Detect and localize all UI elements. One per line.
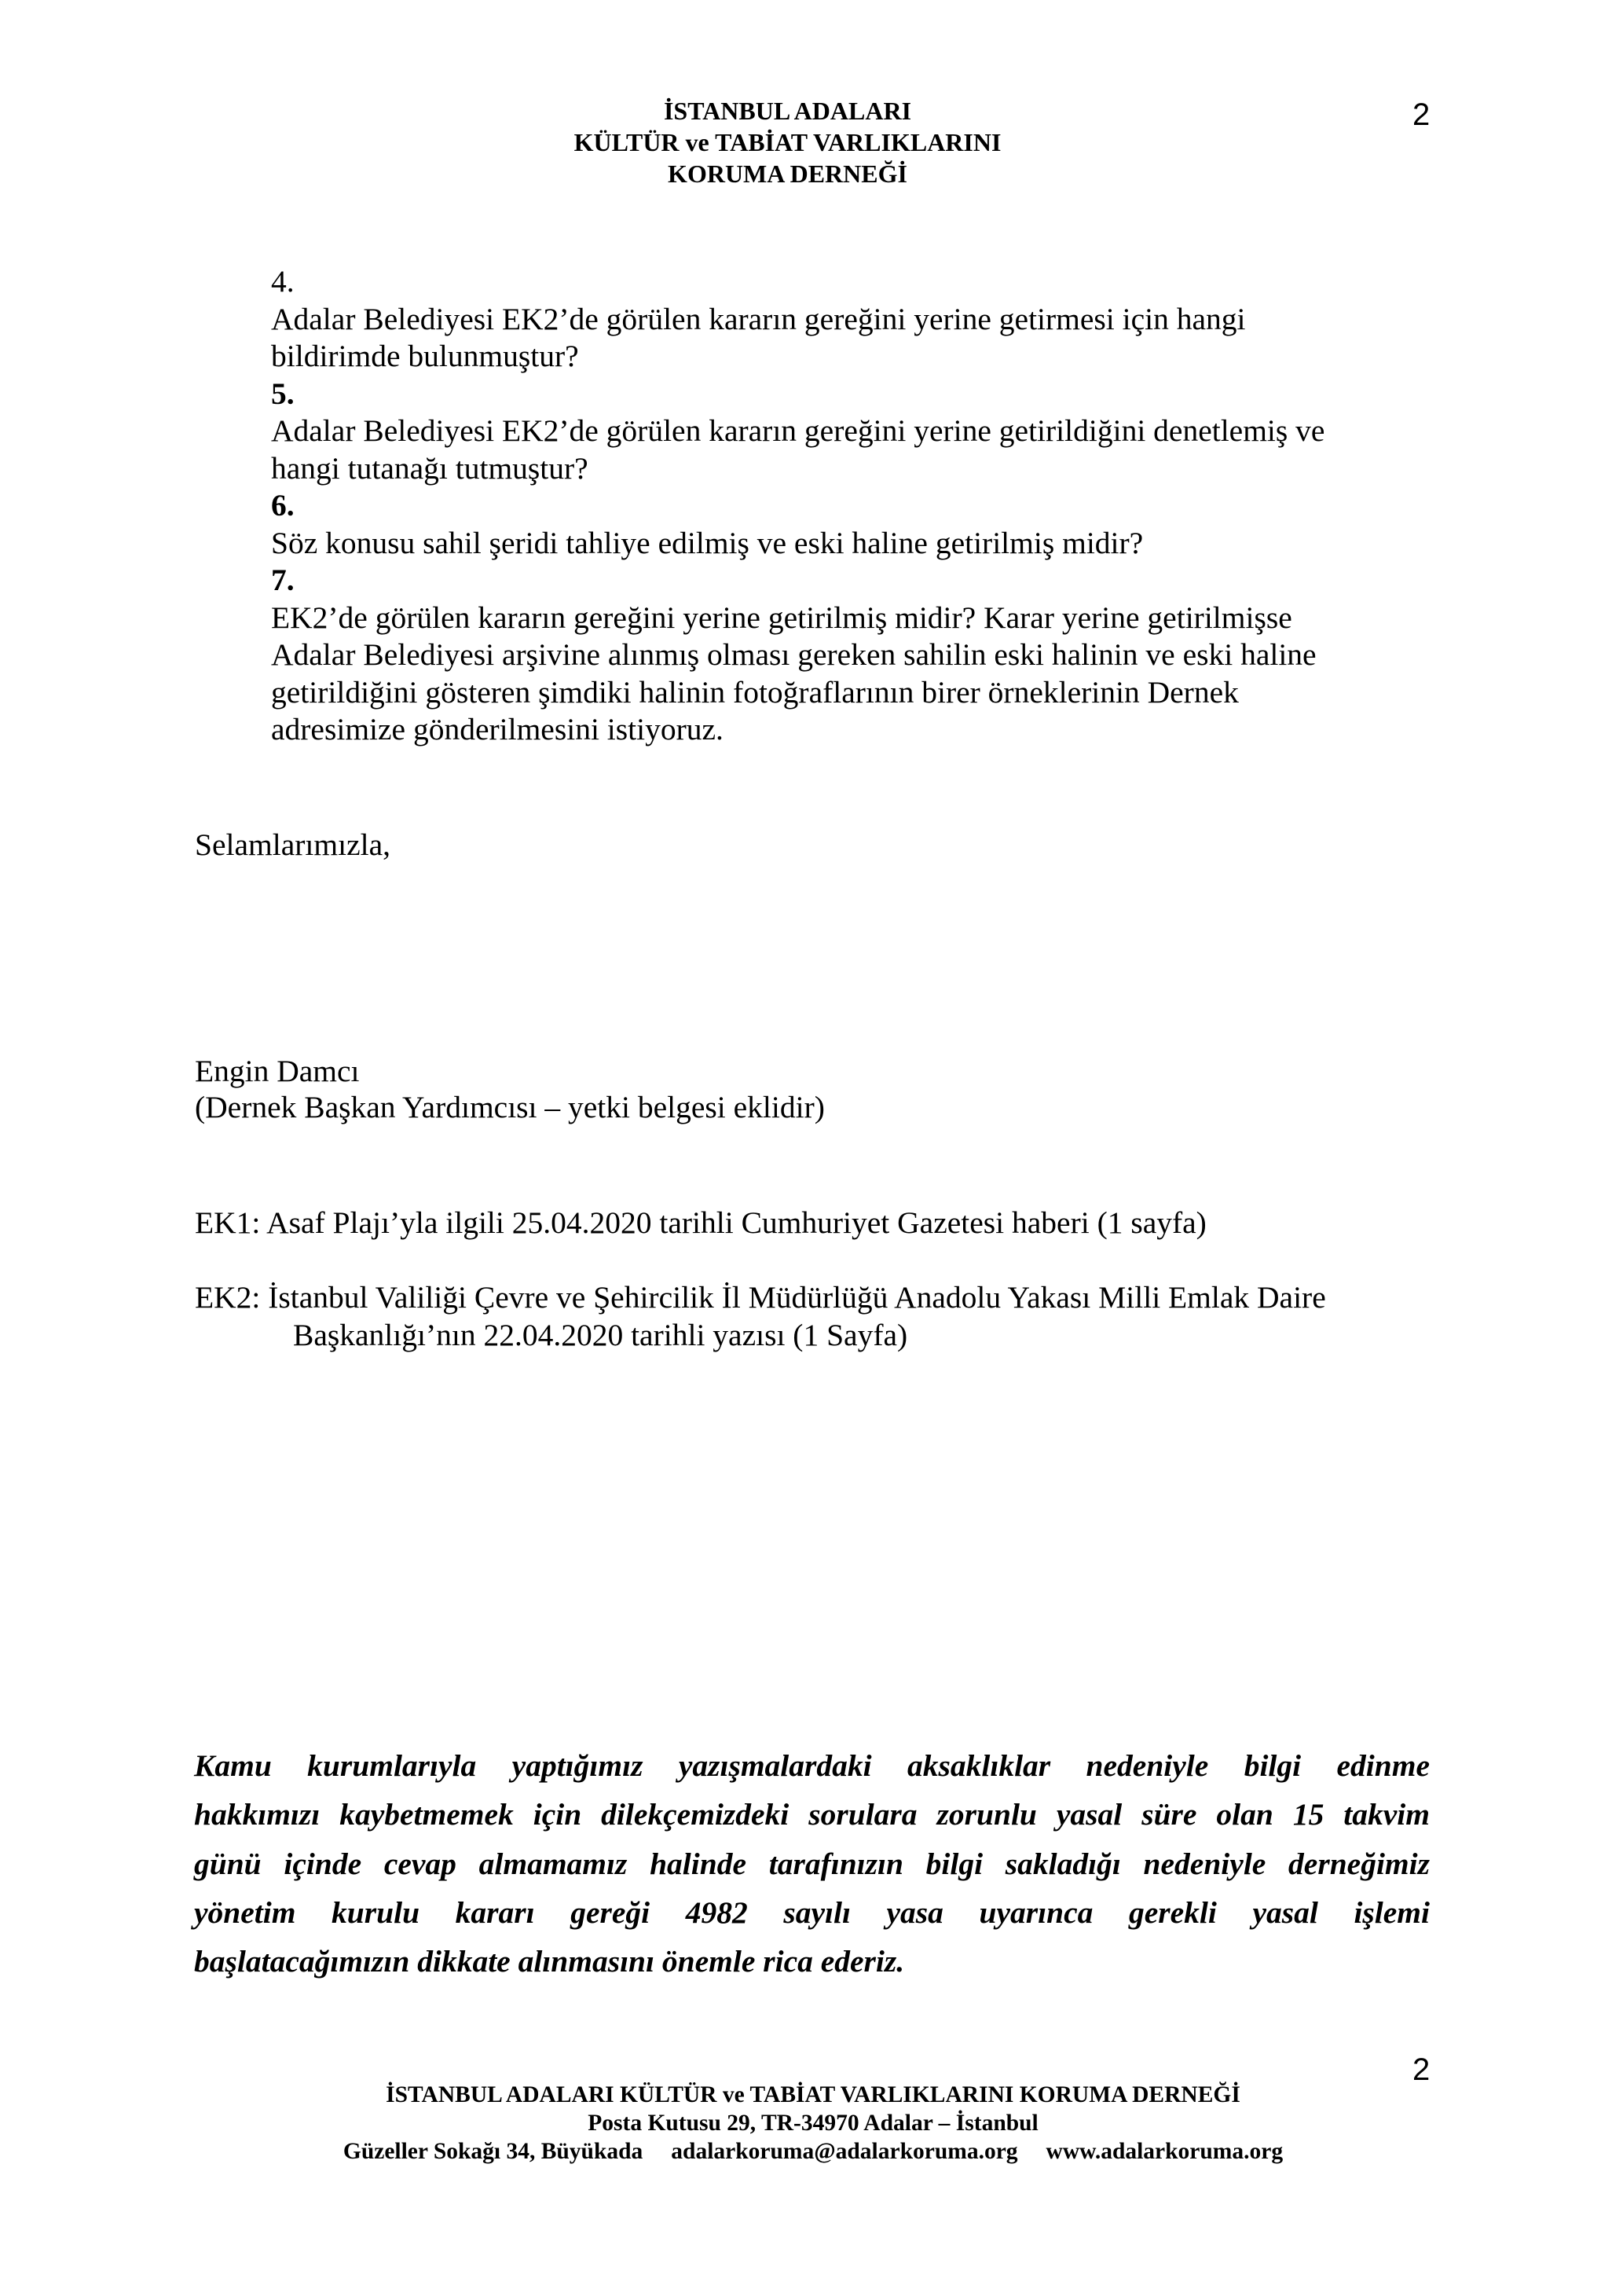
footer-postal-address: Posta Kutusu 29, TR-34970 Adalar – İstanbul — [588, 2111, 1039, 2136]
attachment-ek2 — [195, 1279, 1326, 1354]
legal-warning-paragraph — [194, 1741, 1430, 1986]
question-item — [271, 263, 1324, 376]
letterhead-line-1: İSTANBUL ADALARI — [663, 97, 912, 125]
letterhead — [471, 95, 1104, 189]
attachment-ek1 — [195, 1205, 1207, 1242]
question-text-line: EK2’de görülen kararın gereğini yerine getirilmiş midir? Karar yerine getirilmişse — [271, 600, 1292, 635]
warning-line: yönetim kurulu kararı gereği 4982 sayılı yasa uyarınca gerekli yasal işlemi — [194, 1894, 1430, 1930]
question-text-line: Söz konusu sahil şeridi tahliye edilmiş ve eski haline getirilmiş midir? — [271, 525, 1144, 560]
question-item — [271, 562, 1324, 749]
attachment-line-continued: Başkanlığı’nın 22.04.2020 tarihli yazısı (1 Sayfa) — [293, 1317, 908, 1352]
question-text-line: Adalar Belediyesi EK2’de görülen kararın gereğini yerine getirmesi için hangi — [271, 301, 1246, 336]
question-text-line: hangi tutanağı tutmuştur? — [271, 450, 588, 486]
footer-org-name: İSTANBUL ADALARI KÜLTÜR ve TABİAT VARLIKLARINI KORUMA DERNEĞİ — [386, 2082, 1240, 2107]
attachment-line: EK1: Asaf Plajı’yla ilgili 25.04.2020 tarihli Cumhuriyet Gazetesi haberi (1 sayfa) — [195, 1205, 1207, 1240]
signer-title: (Dernek Başkan Yardımcısı – yetki belgesi eklidir) — [195, 1090, 825, 1124]
warning-line: başlatacağımızın dikkate alınmasını önemle rica ederiz. — [194, 1944, 905, 1979]
footer-email-link[interactable]: adalarkoruma@adalarkoruma.org — [671, 2139, 1018, 2164]
question-item — [271, 376, 1324, 488]
footer — [299, 2081, 1328, 2166]
question-text-line: adresimize gönderilmesini istiyoruz. — [271, 712, 724, 746]
warning-line: hakkımızı kaybetmemek için dilekçemizdeki sorulara zorunlu yasal süre olan 15 takvim — [194, 1797, 1430, 1832]
question-text-line: Adalar Belediyesi EK2’de görülen kararın gereğini yerine getirildiğini denetlemiş ve — [271, 413, 1325, 448]
question-text-line: Adalar Belediyesi arşivine alınmış olması gereken sahilin eski halinin ve eski haline — [271, 637, 1317, 672]
question-number: 5. — [271, 376, 295, 411]
question-text-line: getirildiğini gösteren şimdiki halinin fotoğraflarının birer örneklerinin Dernek — [271, 674, 1239, 710]
question-number: 6. — [271, 488, 295, 523]
salutation: Selamlarımızla, — [195, 827, 390, 862]
question-item — [271, 487, 1324, 562]
footer-street-address: Güzeller Sokağı 34, Büyükada — [343, 2139, 643, 2164]
letterhead-line-2: KÜLTÜR ve TABİAT VARLIKLARINI — [573, 128, 1002, 156]
question-list — [271, 263, 1324, 749]
footer-contact-line — [299, 2137, 1328, 2166]
header-page-number: 2 — [1412, 97, 1431, 132]
letterhead-line-3: KORUMA DERNEĞİ — [668, 160, 907, 188]
warning-line: günü içinde cevap almamamız halinde tarafınızın bilgi sakladığı nedeniyle derneğimiz — [194, 1846, 1430, 1881]
question-text-line: bildirimde bulunmuştur? — [271, 339, 579, 373]
signer-name: Engin Damcı — [195, 1054, 360, 1088]
footer-page-number: 2 — [1412, 2052, 1431, 2087]
question-number: 4. — [271, 264, 295, 299]
footer-website-link[interactable]: www.adalarkoruma.org — [1046, 2139, 1284, 2164]
warning-line: Kamu kurumlarıyla yaptığımız yazışmalardaki aksaklıklar nedeniyle bilgi edinme — [194, 1748, 1430, 1783]
attachment-line: EK2: İstanbul Valiliği Çevre ve Şehircilik İl Müdürlüğü Anadolu Yakası Milli Emlak Daire — [195, 1280, 1326, 1315]
question-number: 7. — [271, 563, 295, 597]
